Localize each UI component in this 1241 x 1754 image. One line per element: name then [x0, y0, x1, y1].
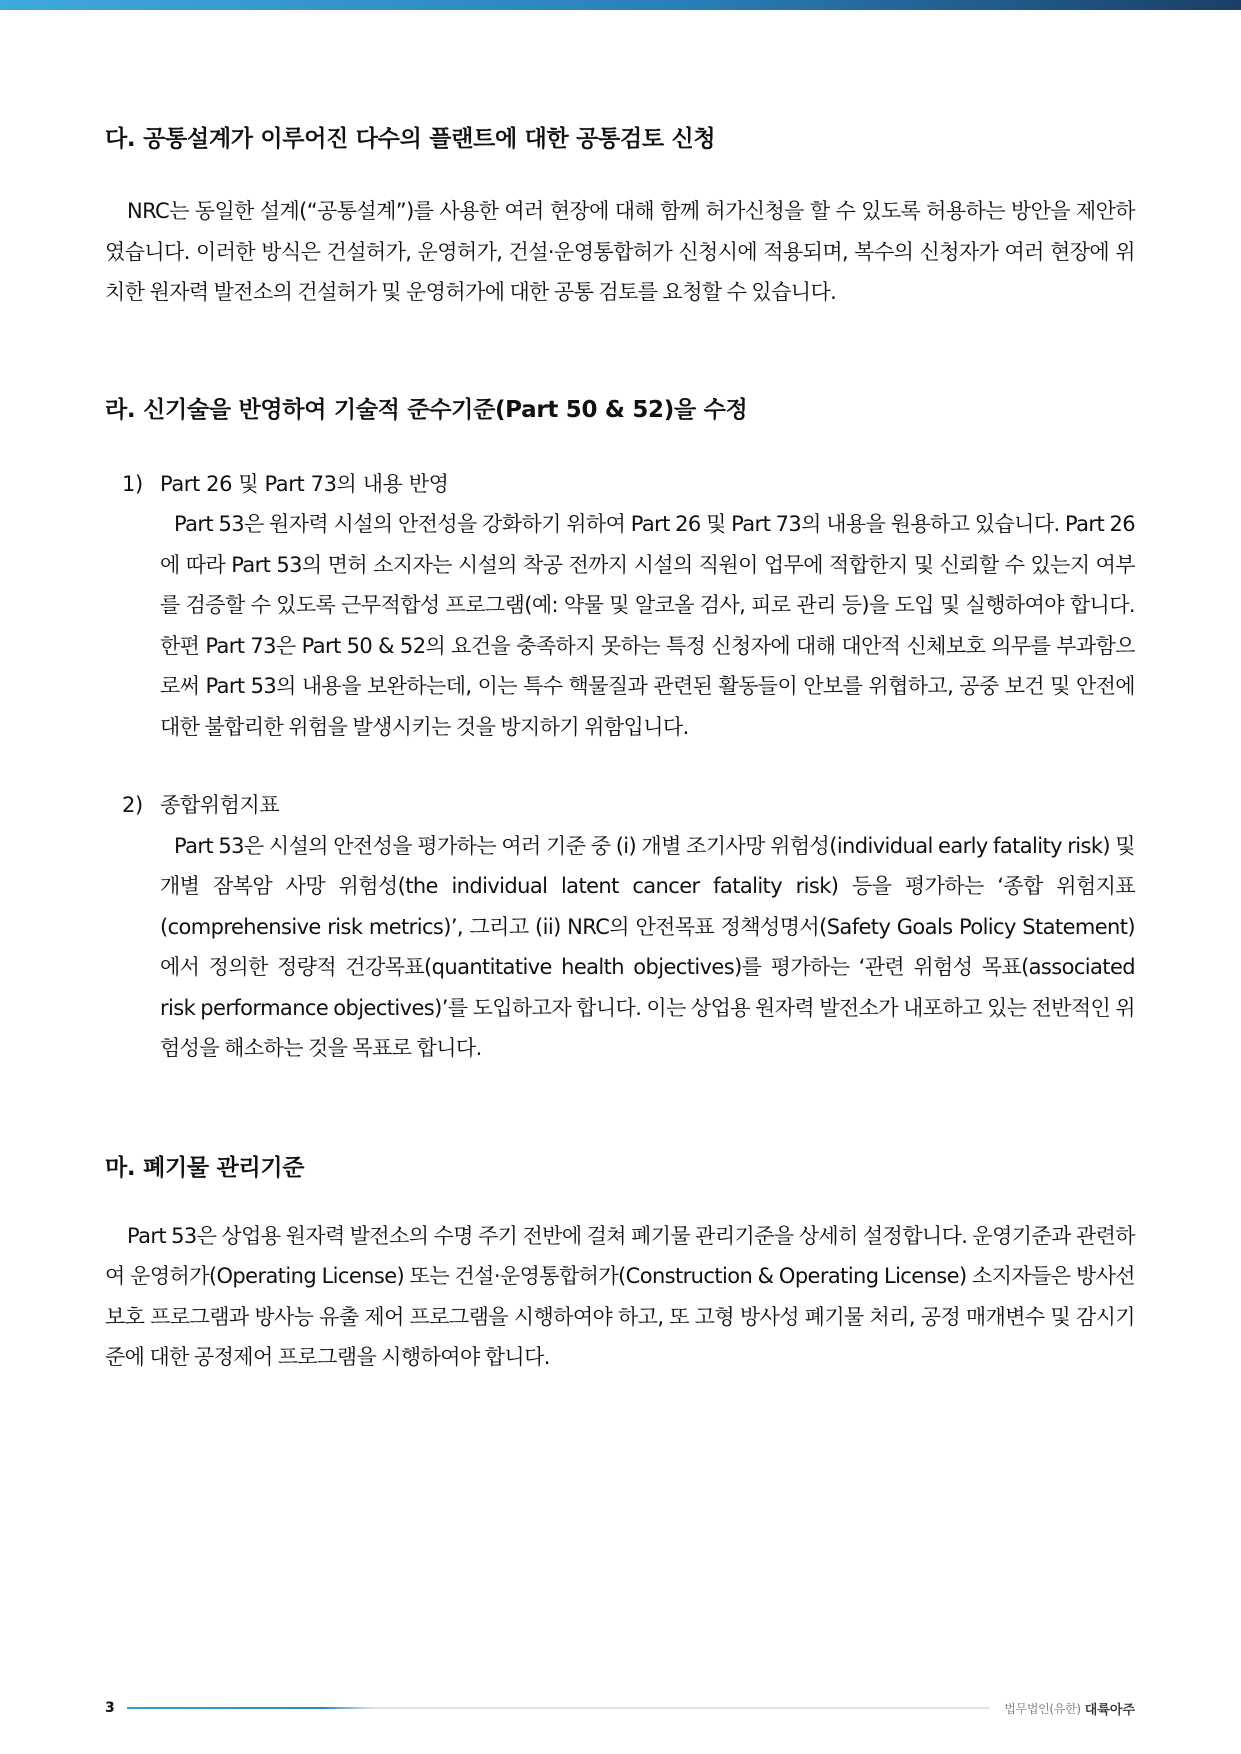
- list-item-header: [105, 464, 1135, 505]
- section-common-review: [105, 120, 1135, 313]
- page-number: 3: [105, 1700, 115, 1716]
- list-item-title: Part 26 및 Part 73의 내용 반영: [160, 471, 449, 496]
- list-item-body: [160, 504, 1135, 747]
- section-heading: 다. 공통설계가 이루어진 다수의 플랜트에 대한 공통검토 신청: [105, 126, 716, 152]
- list-item-number: 1): [122, 471, 143, 496]
- footer-divider: [127, 1707, 990, 1709]
- top-accent-bar: [0, 0, 1241, 10]
- firm-name: 대륙아주: [1084, 1702, 1135, 1718]
- section-paragraph: [105, 191, 1135, 313]
- paragraph-text: Part 53은 상업용 원자력 발전소의 수명 주기 전반에 걸쳐 폐기물 관리기준을 상세히 설정합니다. 운영기준과 관련하여 운영허가(Operating License) 또는 건설·운영통합허가(Construction & Operating License) 소지자들은 방사선 보호 프로그램과 방사능 유출 제어 프로그램을 시행하여야 하고, 또 고형 방사성 폐기물 처리, 공정 매개변수 및 감시기준에 대한 공정제어 프로그램을 시행하여야 합니다.: [105, 1223, 1135, 1369]
- document-body: [105, 112, 1135, 1378]
- section-paragraph: [105, 1216, 1135, 1378]
- firm-prefix: 법무법인(유한): [1004, 1701, 1081, 1716]
- section-heading: 마. 폐기물 관리기준: [105, 1154, 305, 1181]
- list-item: [105, 785, 1135, 1069]
- paragraph-text: NRC는 동일한 설계(“공통설계”)를 사용한 여러 현장에 대해 함께 허가신청을 할 수 있도록 허용하는 방안을 제안하였습니다. 이러한 방식은 건설허가, 운영허가, 건설·운영통합허가 신청시에 적용되며, 복수의 신청자가 여러 현장에 위치한 원자력 발전소의 건설허가 및 운영허가에 대한 공통 검토를 요청할 수 있습니다.: [105, 199, 1135, 304]
- list-item-header: [105, 785, 1135, 826]
- footer-divider-accent: [127, 1707, 373, 1709]
- list-item-body: [160, 826, 1135, 1069]
- list-item-title: 종합위험지표: [160, 793, 280, 817]
- section-waste-management: [105, 1149, 1135, 1378]
- section-heading: 라. 신기술을 반영하여 기술적 준수기준(Part 50 & 52)을 수정: [105, 396, 748, 423]
- list-item: [105, 464, 1135, 748]
- section-technical-standards: [105, 391, 1135, 1069]
- paragraph-text: Part 53은 원자력 시설의 안전성을 강화하기 위하여 Part 26 및 Part 73의 내용을 원용하고 있습니다. Part 26에 따라 Part 53의 면허 소지자는 시설의 착공 전까지 시설의 직원이 업무에 적합한지 및 신뢰할 수 있는지 여부를 검증할 수 있도록 근무적합성 프로그램(예: 약물 및 알코올 검사, 피로 관리 등)을 도입 및 실행하여야 합니다. 한편 Part 73은 Part 50 & 52의 요건을 충족하지 못하는 특정 신청자에 대해 대안적 신체보호 의무를 부과함으로써 Part 53의 내용을 보완하는데, 이는 특수 핵물질과 관련된 활동들이 안보를 위협하고, 공중 보건 및 안전에 대한 불합리한 위험을 발생시키는 것을 방지하기 위함입니다.: [160, 512, 1135, 739]
- paragraph-text: Part 53은 시설의 안전성을 평가하는 여러 기준 중 (i) 개별 조기사망 위험성(individual early fatality risk) 및 개별 잠복암 사망 위험성(the individual latent cancer fatality risk) 등을 평가하는 ‘종합 위험지표(comprehensive risk metrics)’, 그리고 (ii) NRC의 안전목표 정책성명서(Safety Goals Policy Statement)에서 정의한 정량적 건강목표(quantitative health objectives)를 평가하는 ‘관련 위험성 목표(associated risk performance objectives)’를 도입하고자 합니다. 이는 상업용 원자력 발전소가 내포하고 있는 전반적인 위험성을 해소하는 것을 목표로 합니다.: [160, 833, 1135, 1060]
- list-item-number: 2): [122, 793, 143, 817]
- page-footer: [105, 1696, 1135, 1720]
